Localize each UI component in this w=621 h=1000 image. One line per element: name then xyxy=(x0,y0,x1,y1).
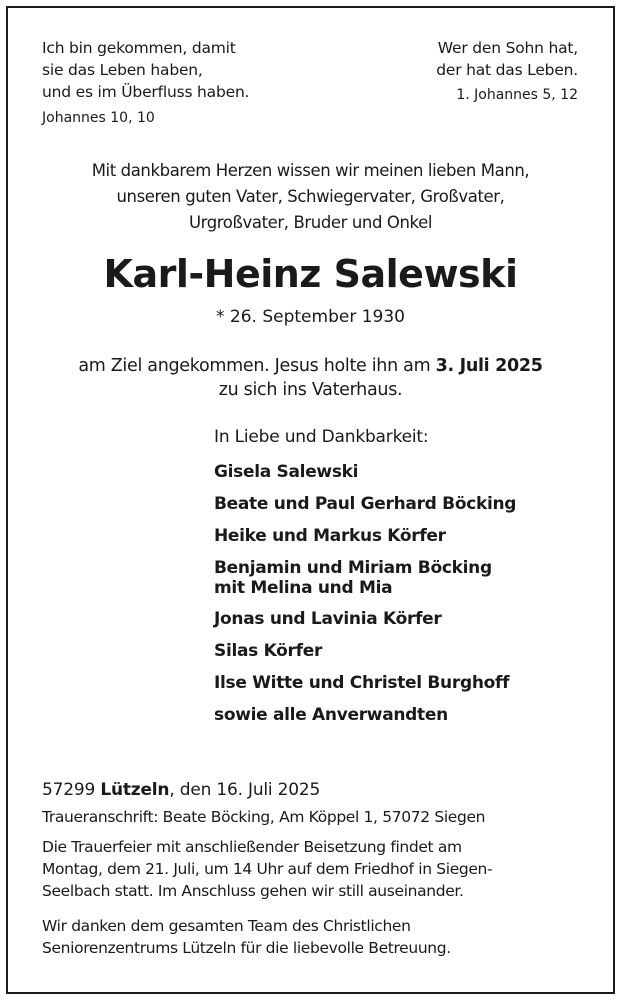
place-name: Lützeln xyxy=(100,780,170,800)
death-date: 3. Juli 2025 xyxy=(435,356,543,376)
intro-line: unseren guten Vater, Schwiegervater, Großvater, xyxy=(116,187,505,206)
death-line-1 xyxy=(0,354,621,378)
thanks-line: Wir danken dem gesamten Team des Christlichen xyxy=(42,917,411,935)
family-member: Heike und Markus Körfer xyxy=(214,526,446,546)
intro-line: Mit dankbarem Herzen wissen wir meinen lieben Mann, xyxy=(91,161,530,180)
deceased-name: Karl-Heinz Salewski xyxy=(103,252,518,296)
verse-left-line: Ich bin gekommen, damit xyxy=(42,39,236,57)
intro-line: Urgroßvater, Bruder und Onkel xyxy=(188,213,433,232)
thanks-line: Seniorenzentrums Lützeln für die liebevolle Betreuung. xyxy=(42,939,451,957)
postcode: 57299 xyxy=(42,780,96,800)
mourning-address: Traueranschrift: Beate Böcking, Am Köppel 1, 57072 Siegen xyxy=(42,808,486,826)
place-date-line xyxy=(42,780,320,800)
verse-left-reference: Johannes 10, 10 xyxy=(42,110,155,126)
verse-left-line: und es im Überfluss haben. xyxy=(42,83,250,101)
family-member: Gisela Salewski xyxy=(214,462,359,482)
verse-right-line: der hat das Leben. xyxy=(436,61,578,79)
verse-left-line: sie das Leben haben, xyxy=(42,61,203,79)
family-header: In Liebe und Dankbarkeit: xyxy=(214,427,429,447)
service-line: Die Trauerfeier mit anschließender Beisetzung findet am xyxy=(42,838,462,856)
verse-left xyxy=(42,37,249,103)
notice-date: , den 16. Juli 2025 xyxy=(169,780,321,800)
service-line: Seelbach statt. Im Anschluss gehen wir still auseinander. xyxy=(42,882,464,900)
family-member: Jonas und Lavinia Körfer xyxy=(214,609,442,629)
family-member: sowie alle Anverwandten xyxy=(214,705,448,725)
family-member: Silas Körfer xyxy=(214,641,323,661)
intro-text xyxy=(0,158,621,236)
family-member: Ilse Witte und Christel Burghoff xyxy=(214,673,510,693)
death-line-2: zu sich ins Vaterhaus. xyxy=(218,380,403,400)
verse-right xyxy=(436,37,578,81)
death-line-prefix: am Ziel angekommen. Jesus holte ihn am xyxy=(78,356,436,376)
verse-right-reference: 1. Johannes 5, 12 xyxy=(456,87,578,103)
verse-right-line: Wer den Sohn hat, xyxy=(437,39,578,57)
service-line: Montag, dem 21. Juli, um 14 Uhr auf dem Friedhof in Siegen- xyxy=(42,860,493,878)
family-member: Benjamin und Miriam Böcking xyxy=(214,558,492,578)
service-info xyxy=(42,836,492,902)
family-member: mit Melina und Mia xyxy=(214,578,393,598)
death-notice xyxy=(0,354,621,402)
thanks-note xyxy=(42,915,451,959)
birth-date: * 26. September 1930 xyxy=(216,307,405,327)
family-member: Beate und Paul Gerhard Böcking xyxy=(214,494,517,514)
